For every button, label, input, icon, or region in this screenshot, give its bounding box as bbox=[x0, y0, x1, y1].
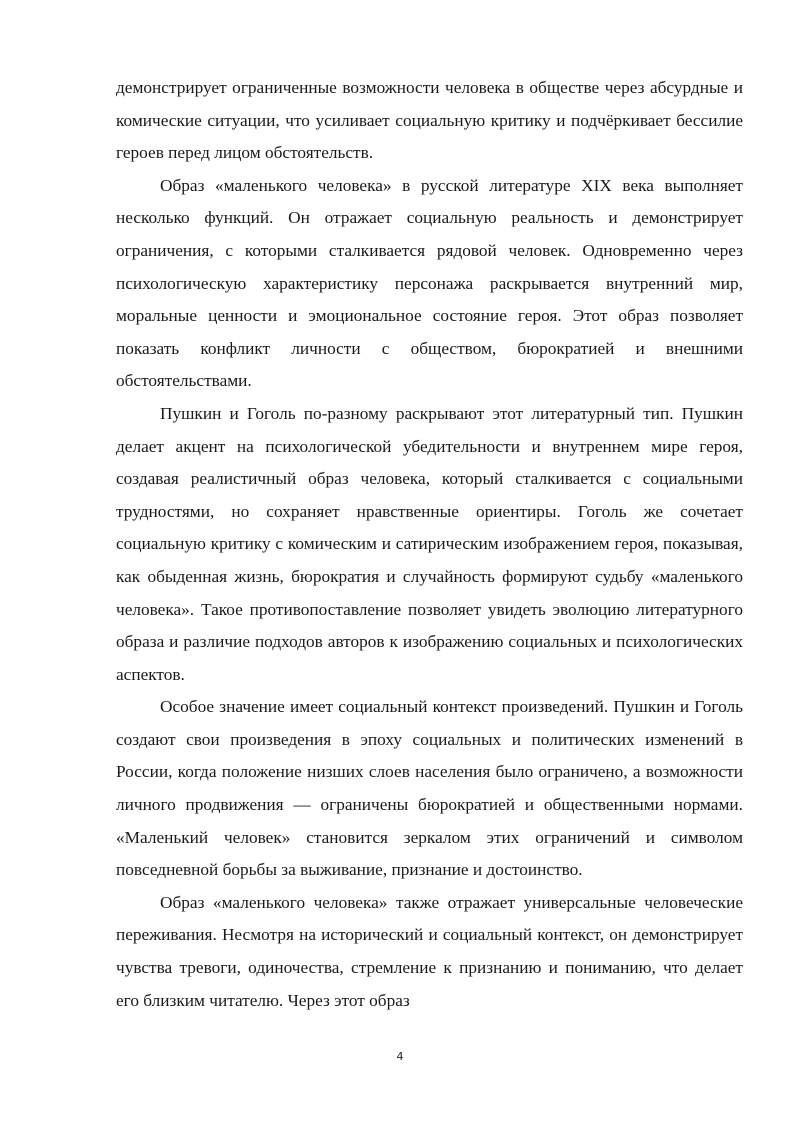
paragraph-continuation: демонстрирует ограниченные возможности человека в обществе через абсурдные и комические ситуации, что усиливает социальную критику и подчёркивает бессилие героев перед лицом обстоятельств. bbox=[116, 78, 743, 163]
paragraph: Образ «маленького человека» в русской литературе XIX века выполняет несколько функций. Он отражает социальную реальность и демонстрирует ограничения, с которыми сталкивается рядовой человек. Одновременно через психологическую характеристику персонажа раскрывается внутренний мир, моральные ценности и эмоциональное состояние героя. Этот образ позволяет показать конфликт личности с обществом, бюрократией и внешними обстоятельствами. bbox=[116, 175, 743, 391]
page-number: 4 bbox=[396, 1050, 404, 1063]
paragraph: Образ «маленького человека» также отражает универсальные человеческие переживания. Несмотря на исторический и социальный контекст, он демонстрирует чувства тревоги, одиночества, стремление к признанию и пониманию, что делает его близким читателю. Через этот образ bbox=[116, 892, 743, 1010]
paragraph: Особое значение имеет социальный контекст произведений. Пушкин и Гоголь создают свои произведения в эпоху социальных и политических изменений в России, когда положение низших слоев населения было ограничено, а возможности личного продвижения — ограничены бюрократией и общественными нормами. «Маленький человек» становится зеркалом этих ограничений и символом повседневной борьбы за выживание, признание и достоинство. bbox=[116, 697, 743, 880]
paragraph: Пушкин и Гоголь по-разному раскрывают этот литературный тип. Пушкин делает акцент на психологической убедительности и внутреннем мире героя, создавая реалистичный образ человека, который сталкивается с социальными трудностями, но сохраняет нравственные ориентиры. Гоголь же сочетает социальную критику с комическим и сатирическим изображением героя, показывая, как обыденная жизнь, бюрократия и случайность формируют судьбу «маленького человека». Такое противопоставление позволяет увидеть эволюцию литературного образа и различие подходов авторов к изображению социальных и психологических аспектов. bbox=[116, 403, 743, 684]
text-body bbox=[116, 72, 743, 1017]
